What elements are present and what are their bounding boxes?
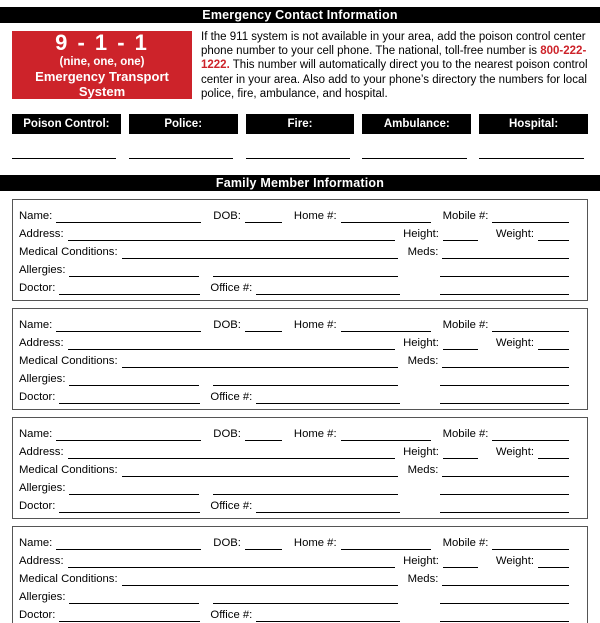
family-section-title: Family Member Information [215, 176, 385, 191]
weight-label: Weight: [495, 228, 534, 241]
address-label: Address: [19, 555, 64, 568]
member-row-medical-meds [19, 241, 569, 259]
member-row-address-height-weight [19, 332, 569, 350]
family-member-block [12, 308, 588, 410]
height-label: Height: [403, 228, 439, 241]
office-phone-write-in-line [256, 619, 400, 622]
name-write-in-line [56, 329, 201, 332]
office-phone-label: Office #: [210, 391, 253, 404]
meds-continuation-line-1 [440, 274, 569, 277]
fire-label: Fire: [287, 118, 313, 131]
dob-label: DOB: [213, 210, 241, 223]
dob-label: DOB: [213, 319, 241, 332]
height-write-in-line [443, 347, 478, 350]
family-member-block [12, 199, 588, 301]
home-phone-label: Home #: [293, 319, 337, 332]
meds-write-in-line [442, 365, 569, 368]
poison-control-phone-number: 800-222-1222. [201, 45, 587, 72]
doctor-write-in-line [59, 619, 200, 622]
weight-write-in-line [538, 238, 569, 241]
member-row-allergies [19, 368, 569, 386]
family-member-header-bar [0, 175, 600, 191]
weight-write-in-line [538, 456, 569, 459]
doctor-label: Doctor: [19, 282, 56, 295]
police-write-in-line [129, 157, 233, 159]
height-label: Height: [403, 337, 439, 350]
meds-continuation-line-2 [440, 401, 569, 404]
doctor-label: Doctor: [19, 391, 56, 404]
member-row-medical-meds [19, 568, 569, 586]
medical-conditions-write-in-line [122, 256, 398, 259]
medical-conditions-label: Medical Conditions: [19, 246, 118, 259]
meds-continuation-line-2 [440, 510, 569, 513]
allergies-write-in-line [69, 492, 199, 495]
height-write-in-line [443, 456, 478, 459]
name-label: Name: [19, 428, 53, 441]
family-member-block [12, 417, 588, 519]
meds-label: Meds: [407, 246, 439, 259]
home-phone-write-in-line [341, 438, 431, 441]
medical-conditions-write-in-line [122, 474, 398, 477]
office-phone-write-in-line [256, 510, 400, 513]
member-row-address-height-weight [19, 550, 569, 568]
allergies-continuation-line [213, 492, 398, 495]
allergies-continuation-line [213, 383, 398, 386]
poison-control-instructions [201, 30, 588, 101]
doctor-write-in-line [59, 292, 200, 295]
poison-control-label-box [12, 114, 121, 134]
911-number: 9 - 1 - 1 [55, 30, 149, 55]
ambulance-write-in-line [362, 157, 466, 159]
emergency-contact-header-bar [0, 7, 600, 23]
address-label: Address: [19, 337, 64, 350]
meds-write-in-line [442, 583, 569, 586]
weight-label: Weight: [495, 337, 534, 350]
member-row-doctor-office [19, 495, 569, 513]
hospital-line-cell [479, 157, 588, 159]
member-row-name-dob-phones [19, 423, 569, 441]
mobile-phone-write-in-line [492, 220, 569, 223]
member-row-address-height-weight [19, 223, 569, 241]
member-blocks [12, 199, 588, 623]
911-caption: Emergency Transport System [35, 69, 169, 99]
mobile-phone-label: Mobile #: [442, 537, 489, 550]
fire-label-box [246, 114, 355, 134]
meds-write-in-line [442, 256, 569, 259]
police-label: Police: [164, 118, 203, 131]
home-phone-write-in-line [341, 329, 431, 332]
member-row-allergies [19, 259, 569, 277]
home-phone-label: Home #: [293, 210, 337, 223]
medical-conditions-write-in-line [122, 583, 398, 586]
meds-continuation-line-1 [440, 492, 569, 495]
member-row-address-height-weight [19, 441, 569, 459]
meds-continuation-line-1 [440, 601, 569, 604]
home-phone-write-in-line [341, 547, 431, 550]
allergies-write-in-line [69, 383, 199, 386]
mobile-phone-write-in-line [492, 329, 569, 332]
mobile-phone-write-in-line [492, 438, 569, 441]
allergies-write-in-line [69, 601, 199, 604]
member-row-doctor-office [19, 386, 569, 404]
medical-conditions-label: Medical Conditions: [19, 573, 118, 586]
address-label: Address: [19, 228, 64, 241]
member-row-doctor-office [19, 604, 569, 622]
medical-conditions-write-in-line [122, 365, 398, 368]
home-phone-write-in-line [341, 220, 431, 223]
poison-control-line-cell [12, 157, 121, 159]
instructions-text-before: If the 911 system is not available in your area, add the poison control center phone number to your cell phone. The national, toll-free number is [201, 31, 586, 58]
page-title: Emergency Contact Information [202, 8, 398, 22]
name-write-in-line [56, 220, 201, 223]
weight-label: Weight: [495, 446, 534, 459]
office-phone-label: Office #: [210, 500, 253, 513]
name-write-in-line [56, 547, 201, 550]
dob-label: DOB: [213, 537, 241, 550]
name-label: Name: [19, 210, 53, 223]
office-phone-write-in-line [256, 292, 400, 295]
member-row-allergies [19, 477, 569, 495]
home-phone-label: Home #: [293, 428, 337, 441]
name-write-in-line [56, 438, 201, 441]
mobile-phone-write-in-line [492, 547, 569, 550]
meds-label: Meds: [407, 573, 439, 586]
poison-control-write-in-line [12, 157, 116, 159]
member-row-medical-meds [19, 459, 569, 477]
address-write-in-line [68, 347, 396, 350]
dob-label: DOB: [213, 428, 241, 441]
address-write-in-line [68, 456, 396, 459]
allergies-label: Allergies: [19, 373, 66, 386]
height-label: Height: [403, 555, 439, 568]
instructions-text-after: This number will automatically direct you to the nearest poison control center in your area. Also add to your phone’s directory the numbers for local police, fire, ambulance, and hospital. [201, 59, 588, 100]
mobile-phone-label: Mobile #: [442, 210, 489, 223]
height-write-in-line [443, 565, 478, 568]
emergency-contacts-row [12, 114, 588, 134]
member-row-name-dob-phones [19, 205, 569, 223]
name-label: Name: [19, 319, 53, 332]
fire-line-cell [246, 157, 355, 159]
home-phone-label: Home #: [293, 537, 337, 550]
member-row-name-dob-phones [19, 314, 569, 332]
mobile-phone-label: Mobile #: [442, 319, 489, 332]
height-write-in-line [443, 238, 478, 241]
address-write-in-line [68, 565, 396, 568]
weight-label: Weight: [495, 555, 534, 568]
doctor-label: Doctor: [19, 609, 56, 622]
police-label-box [129, 114, 238, 134]
hospital-label-box [479, 114, 588, 134]
member-row-allergies [19, 586, 569, 604]
weight-write-in-line [538, 347, 569, 350]
police-line-cell [129, 157, 238, 159]
dob-write-in-line [245, 329, 282, 332]
ambulance-label: Ambulance: [383, 118, 450, 131]
family-member-block [12, 526, 588, 623]
doctor-label: Doctor: [19, 500, 56, 513]
office-phone-write-in-line [256, 401, 400, 404]
doctor-write-in-line [59, 510, 200, 513]
address-write-in-line [68, 238, 396, 241]
meds-write-in-line [442, 474, 569, 477]
meds-continuation-line-1 [440, 383, 569, 386]
hospital-write-in-line [479, 157, 583, 159]
weight-write-in-line [538, 565, 569, 568]
member-row-name-dob-phones [19, 532, 569, 550]
allergies-label: Allergies: [19, 482, 66, 495]
doctor-write-in-line [59, 401, 200, 404]
allergies-continuation-line [213, 601, 398, 604]
dob-write-in-line [245, 547, 282, 550]
allergies-label: Allergies: [19, 264, 66, 277]
fire-write-in-line [246, 157, 350, 159]
911-spelled-out: (nine, one, one) [59, 56, 145, 68]
office-phone-label: Office #: [210, 282, 253, 295]
member-row-medical-meds [19, 350, 569, 368]
meds-continuation-line-2 [440, 292, 569, 295]
emergency-contacts-write-in-row [12, 157, 588, 159]
dob-write-in-line [245, 438, 282, 441]
address-label: Address: [19, 446, 64, 459]
allergies-write-in-line [69, 274, 199, 277]
meds-label: Meds: [407, 464, 439, 477]
ambulance-line-cell [362, 157, 471, 159]
office-phone-label: Office #: [210, 609, 253, 622]
allergies-continuation-line [213, 274, 398, 277]
meds-continuation-line-2 [440, 619, 569, 622]
name-label: Name: [19, 537, 53, 550]
allergies-label: Allergies: [19, 591, 66, 604]
medical-conditions-label: Medical Conditions: [19, 355, 118, 368]
hospital-label: Hospital: [508, 118, 559, 131]
poison-control-label: Poison Control: [23, 118, 110, 131]
mobile-phone-label: Mobile #: [442, 428, 489, 441]
911-badge [12, 31, 192, 99]
intro-section [12, 31, 588, 101]
medical-conditions-label: Medical Conditions: [19, 464, 118, 477]
member-row-doctor-office [19, 277, 569, 295]
ambulance-label-box [362, 114, 471, 134]
meds-label: Meds: [407, 355, 439, 368]
dob-write-in-line [245, 220, 282, 223]
height-label: Height: [403, 446, 439, 459]
